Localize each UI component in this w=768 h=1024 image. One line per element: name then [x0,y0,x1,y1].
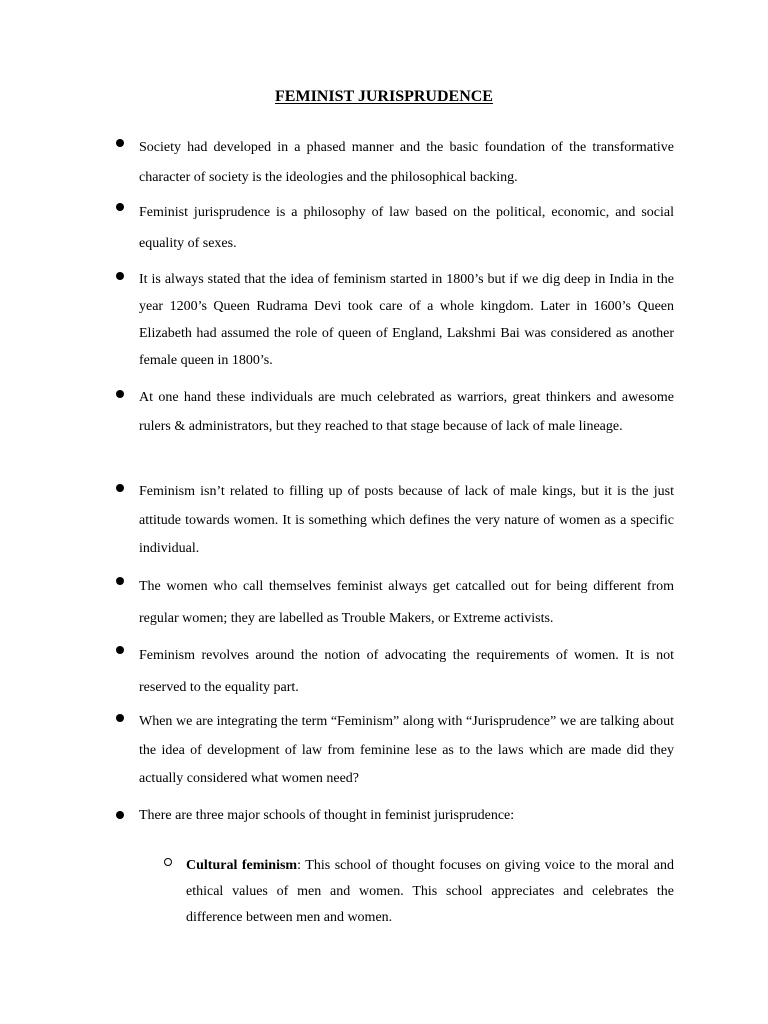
page-title: FEMINIST JURISPRUDENCE [275,88,493,105]
list-item-text: Society had developed in a phased manner and the basic foundation of the transformative character of society is the ideologies and the philosophical backing. [139,140,674,185]
list-item [112,708,674,794]
list-item [112,266,674,374]
list-item-text: When we are integrating the term “Feminism” along with “Jurisprudence” we are talking about the idea of development of law from feminine lese as to the laws which are made did they actually considered what women need? [139,714,674,786]
bullet-dot-icon [116,272,124,280]
sub-list-item [160,853,674,931]
sub-list-item-description: : This school of thought focuses on giving voice to the moral and ethical values of men and women. This school appreciates and celebrates the difference between men and women. [186,858,674,925]
list-item-text: It is always stated that the idea of feminism started in 1800’s but if we dig deep in India in the year 1200’s Queen Rudrama Devi took care of a whole kingdom. Later in 1600’s Queen Elizabeth had assumed the role of queen of England, Lakshmi Bai was considered as another female queen in 1800’s. [139,272,674,368]
list-item-text: Feminism isn’t related to filling up of posts because of lack of male kings, but it is the just attitude towards women. It is something which defines the very nature of women as a specific individual. [139,484,674,556]
bullet-dot-icon [116,577,124,585]
bullet-dot-icon [116,714,124,722]
list-item [112,571,674,635]
bullet-dot-icon [116,139,124,147]
hollow-circle-bullet-icon [164,858,172,866]
list-item-text: The women who call themselves feminist always get catcalled out for being different from regular women; they are labelled as Trouble Makers, or Extreme activists. [139,579,674,626]
bullet-dot-icon [116,484,124,492]
list-item-text: At one hand these individuals are much celebrated as warriors, great thinkers and awesome rulers & administrators, but they reached to that stage because of lack of male lineage. [139,390,674,434]
list-item [112,805,674,827]
list-item-text: Feminist jurisprudence is a philosophy of law based on the political, economic, and social equality of sexes. [139,205,674,251]
bullet-dot-icon [116,646,124,654]
list-item [112,197,674,259]
bullet-dot-icon [116,390,124,398]
list-item [112,384,674,441]
list-item [112,478,674,564]
bullet-dot-icon [116,203,124,211]
sub-list-item-term: Cultural feminism [186,858,298,873]
list-item [112,640,674,704]
list-item-text: There are three major schools of thought in feminist jurisprudence: [139,808,515,823]
list-item [112,133,674,193]
list-item-text: Feminism revolves around the notion of advocating the requirements of women. It is not reserved to the equality part. [139,648,674,695]
bullet-dot-icon [116,811,124,819]
sub-list-item-text [186,853,674,931]
